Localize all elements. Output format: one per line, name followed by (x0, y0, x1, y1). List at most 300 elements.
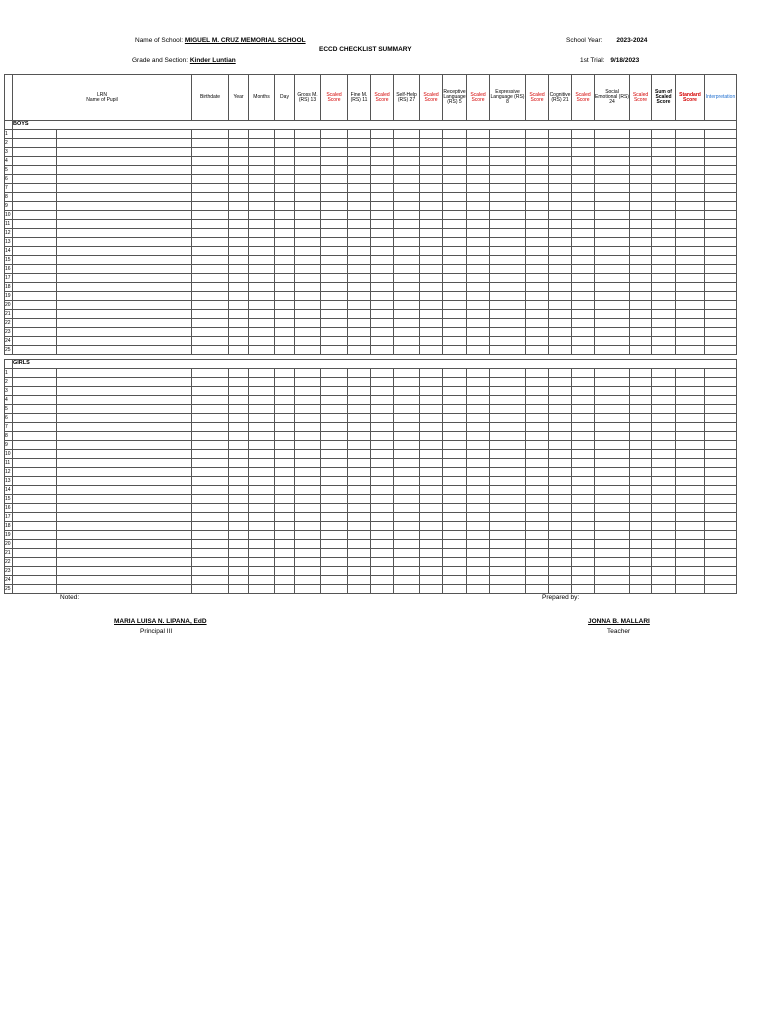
table-cell (676, 405, 705, 414)
table-cell (549, 495, 572, 504)
table-cell (229, 576, 249, 585)
table-cell (321, 292, 348, 301)
table-cell (275, 346, 295, 355)
table-cell (229, 567, 249, 576)
table-row (5, 486, 737, 495)
table-cell (595, 130, 630, 139)
table-cell (467, 220, 490, 229)
table-cell (526, 328, 549, 337)
table-cell (676, 157, 705, 166)
table-cell (630, 504, 652, 513)
table-cell (652, 405, 676, 414)
table-cell (192, 558, 229, 567)
table-cell (13, 567, 57, 576)
table-cell (420, 346, 443, 355)
table-cell (13, 477, 57, 486)
table-cell (630, 549, 652, 558)
table-cell (652, 549, 676, 558)
table-cell (348, 148, 371, 157)
table-cell (630, 292, 652, 301)
table-cell (467, 423, 490, 432)
table-cell (275, 328, 295, 337)
table-cell (371, 157, 394, 166)
table-cell (295, 238, 321, 247)
row-number: 13 (5, 477, 11, 484)
table-cell (420, 585, 443, 594)
table-cell (467, 310, 490, 319)
table-row (5, 549, 737, 558)
table-cell (321, 319, 348, 328)
table-cell (572, 157, 595, 166)
table-cell (549, 540, 572, 549)
row-number: 11 (5, 220, 13, 229)
school-year-line (566, 37, 647, 44)
table-cell (549, 337, 572, 346)
table-cell (229, 301, 249, 310)
table-cell (652, 130, 676, 139)
table-cell (249, 247, 275, 256)
table-cell (249, 459, 275, 468)
table-cell (705, 337, 737, 346)
table-cell (275, 513, 295, 522)
table-cell (443, 369, 467, 378)
table-cell (549, 459, 572, 468)
table-cell (229, 337, 249, 346)
table-cell (443, 211, 467, 220)
table-cell (371, 292, 394, 301)
table-cell (420, 468, 443, 477)
table-cell (295, 549, 321, 558)
table-cell (549, 292, 572, 301)
table-cell (348, 301, 371, 310)
table-cell (595, 531, 630, 540)
table-cell (467, 369, 490, 378)
table-cell (549, 576, 572, 585)
row-number: 24 (5, 576, 11, 583)
table-cell (630, 247, 652, 256)
table-cell (394, 576, 420, 585)
table-cell (371, 495, 394, 504)
table-cell (420, 130, 443, 139)
table-cell (13, 459, 57, 468)
table-cell (371, 558, 394, 567)
table-cell (229, 369, 249, 378)
table-cell (13, 531, 57, 540)
table-cell (371, 405, 394, 414)
table-cell (676, 346, 705, 355)
table-cell (705, 495, 737, 504)
table-cell (443, 283, 467, 292)
table-row (5, 130, 737, 139)
row-number: 16 (5, 504, 11, 511)
table-cell (275, 405, 295, 414)
table-cell (467, 540, 490, 549)
table-cell (630, 328, 652, 337)
table-cell (192, 567, 229, 576)
table-cell (13, 585, 57, 594)
table-row (5, 396, 737, 405)
table-cell (705, 414, 737, 423)
table-cell (443, 328, 467, 337)
school-label: Name of School: (135, 37, 184, 44)
table-cell (549, 238, 572, 247)
table-cell (467, 504, 490, 513)
table-cell (526, 193, 549, 202)
table-cell (572, 211, 595, 220)
table-cell (490, 202, 526, 211)
table-cell (394, 238, 420, 247)
table-cell (13, 175, 57, 184)
table-cell (443, 540, 467, 549)
table-cell (467, 405, 490, 414)
table-cell (295, 166, 321, 175)
table-cell (394, 256, 420, 265)
table-cell (630, 432, 652, 441)
table-cell (705, 549, 737, 558)
table-cell (348, 387, 371, 396)
table-cell (420, 378, 443, 387)
table-cell (443, 423, 467, 432)
table-cell (394, 396, 420, 405)
table-cell (652, 558, 676, 567)
table-cell (630, 229, 652, 238)
table-cell (549, 211, 572, 220)
table-cell (652, 319, 676, 328)
table-cell (321, 310, 348, 319)
table-cell (192, 247, 229, 256)
table-cell (348, 405, 371, 414)
table-cell (572, 432, 595, 441)
table-cell (652, 504, 676, 513)
table-cell (549, 432, 572, 441)
table-cell (13, 139, 57, 148)
table-cell (13, 148, 57, 157)
col-number (5, 75, 13, 121)
table-cell (526, 256, 549, 265)
table-cell (467, 396, 490, 405)
table-cell (57, 220, 192, 229)
table-cell (229, 558, 249, 567)
table-cell (192, 283, 229, 292)
principal-title: Principal III (140, 628, 173, 635)
table-cell (705, 576, 737, 585)
table-cell (275, 256, 295, 265)
table-cell (572, 423, 595, 432)
table-cell (652, 486, 676, 495)
table-cell (192, 130, 229, 139)
col-scaled-cognitive: Scaled Score (572, 75, 595, 121)
table-cell (420, 441, 443, 450)
table-cell (652, 585, 676, 594)
table-cell (13, 396, 57, 405)
trial-line (580, 57, 639, 64)
table-cell (420, 310, 443, 319)
table-cell (630, 576, 652, 585)
col-cognitive: Cognitive (RS) 21 (549, 75, 572, 121)
table-cell (526, 166, 549, 175)
table-cell (652, 202, 676, 211)
table-cell (676, 130, 705, 139)
table-cell (295, 220, 321, 229)
table-cell (652, 139, 676, 148)
table-cell (371, 549, 394, 558)
table-cell (630, 468, 652, 477)
table-cell (595, 175, 630, 184)
table-cell (676, 468, 705, 477)
row-number: 2 (5, 378, 13, 387)
table-cell (572, 459, 595, 468)
row-number: 15 (5, 256, 11, 263)
table-cell (572, 549, 595, 558)
table-cell (229, 157, 249, 166)
table-cell (595, 585, 630, 594)
table-cell (630, 148, 652, 157)
table-cell (443, 405, 467, 414)
table-cell (229, 441, 249, 450)
table-cell (652, 576, 676, 585)
table-cell (490, 432, 526, 441)
table-cell (595, 319, 630, 328)
table-cell (705, 468, 737, 477)
table-cell (348, 522, 371, 531)
table-cell (321, 432, 348, 441)
table-cell (572, 504, 595, 513)
table-cell (192, 346, 229, 355)
table-cell (420, 265, 443, 274)
table-cell (371, 283, 394, 292)
row-number: 18 (5, 522, 11, 529)
table-cell (192, 328, 229, 337)
table-cell (275, 540, 295, 549)
table-cell (321, 396, 348, 405)
table-cell (467, 148, 490, 157)
table-cell (705, 148, 737, 157)
table-cell (705, 387, 737, 396)
table-cell (705, 522, 737, 531)
table-cell (348, 378, 371, 387)
table-cell (443, 256, 467, 265)
table-cell (467, 166, 490, 175)
table-cell (705, 139, 737, 148)
table-cell (371, 459, 394, 468)
table-cell (371, 369, 394, 378)
table-cell (705, 238, 737, 247)
table-cell (526, 220, 549, 229)
table-cell (249, 486, 275, 495)
table-cell (652, 247, 676, 256)
table-cell (229, 585, 249, 594)
table-cell (549, 157, 572, 166)
table-cell (13, 576, 57, 585)
row-number: 9 (5, 441, 13, 450)
table-cell (192, 157, 229, 166)
table-cell (13, 387, 57, 396)
table-cell (371, 504, 394, 513)
table-cell (394, 346, 420, 355)
table-cell (57, 450, 192, 459)
table-cell (467, 567, 490, 576)
table-cell (676, 193, 705, 202)
table-cell (394, 247, 420, 256)
table-cell (705, 229, 737, 238)
table-cell (394, 468, 420, 477)
table-row (5, 432, 737, 441)
table-cell (192, 229, 229, 238)
table-cell (595, 292, 630, 301)
table-cell (275, 441, 295, 450)
table-cell (630, 265, 652, 274)
table-cell (705, 175, 737, 184)
table-cell (549, 265, 572, 274)
table-cell (595, 256, 630, 265)
table-cell (321, 477, 348, 486)
table-cell (249, 157, 275, 166)
table-cell (249, 396, 275, 405)
table-cell (394, 459, 420, 468)
table-cell (467, 130, 490, 139)
table-cell (572, 319, 595, 328)
table-cell (249, 184, 275, 193)
table-cell (572, 247, 595, 256)
table-cell (275, 450, 295, 459)
table-cell (13, 468, 57, 477)
table-cell (490, 292, 526, 301)
table-cell (13, 337, 57, 346)
table-cell (549, 175, 572, 184)
table-cell (321, 184, 348, 193)
table-cell (467, 459, 490, 468)
table-cell (420, 531, 443, 540)
table-cell (526, 504, 549, 513)
table-cell (295, 378, 321, 387)
table-cell (443, 319, 467, 328)
table-cell (394, 522, 420, 531)
table-cell (526, 531, 549, 540)
table-cell (630, 423, 652, 432)
table-cell (275, 531, 295, 540)
table-cell (467, 513, 490, 522)
table-cell (526, 414, 549, 423)
table-cell (275, 423, 295, 432)
row-number: 20 (5, 540, 11, 547)
table-cell (371, 310, 394, 319)
table-cell (526, 441, 549, 450)
table-cell (249, 369, 275, 378)
table-cell (467, 477, 490, 486)
table-cell (275, 369, 295, 378)
table-cell (295, 468, 321, 477)
table-cell (572, 567, 595, 576)
table-cell (526, 558, 549, 567)
table-cell (652, 432, 676, 441)
col-fine-motor: Fine M. (RS) 11 (348, 75, 371, 121)
table-cell (526, 139, 549, 148)
table-cell (394, 486, 420, 495)
col-year: Year (229, 75, 249, 121)
table-cell (467, 193, 490, 202)
table-cell (420, 522, 443, 531)
table-cell (526, 477, 549, 486)
table-cell (549, 558, 572, 567)
table-cell (371, 319, 394, 328)
table-cell (371, 522, 394, 531)
table-cell (420, 576, 443, 585)
col-scaled-fine: Scaled Score (371, 75, 394, 121)
table-cell (443, 486, 467, 495)
table-cell (57, 585, 192, 594)
table-cell (676, 441, 705, 450)
table-cell (490, 310, 526, 319)
table-cell (420, 337, 443, 346)
table-cell (348, 585, 371, 594)
table-cell (371, 220, 394, 229)
table-cell (321, 346, 348, 355)
table-cell (595, 495, 630, 504)
table-cell (394, 441, 420, 450)
table-cell (595, 184, 630, 193)
table-row (5, 459, 737, 468)
table-cell (249, 346, 275, 355)
table-cell (394, 193, 420, 202)
table-cell (630, 450, 652, 459)
table-cell (348, 238, 371, 247)
table-cell (295, 414, 321, 423)
table-cell (57, 441, 192, 450)
table-cell (652, 513, 676, 522)
table-cell (676, 423, 705, 432)
table-cell (192, 238, 229, 247)
table-cell (295, 283, 321, 292)
table-cell (420, 193, 443, 202)
table-cell (595, 441, 630, 450)
table-cell (13, 202, 57, 211)
table-cell (321, 166, 348, 175)
row-number: 22 (5, 558, 11, 565)
table-cell (420, 166, 443, 175)
table-row (5, 337, 737, 346)
table-cell (652, 495, 676, 504)
table-cell (371, 328, 394, 337)
table-cell (192, 459, 229, 468)
table-cell (490, 468, 526, 477)
table-cell (705, 247, 737, 256)
table-cell (652, 193, 676, 202)
table-cell (192, 414, 229, 423)
table-cell (192, 504, 229, 513)
table-cell (705, 378, 737, 387)
row-number: 17 (5, 274, 11, 281)
table-row (5, 310, 737, 319)
table-cell (275, 211, 295, 220)
document-title: ECCD CHECKLIST SUMMARY (319, 46, 412, 53)
table-cell (549, 148, 572, 157)
col-lrn: LRN (96, 91, 107, 98)
table-cell (595, 387, 630, 396)
row-number: 12 (5, 468, 11, 475)
table-cell (295, 346, 321, 355)
table-cell (371, 396, 394, 405)
table-cell (57, 148, 192, 157)
table-cell (275, 414, 295, 423)
table-cell (420, 540, 443, 549)
row-number: 6 (5, 414, 13, 423)
table-cell (348, 202, 371, 211)
table-row (5, 378, 737, 387)
table-cell (443, 441, 467, 450)
col-interpretation: Interpretation (705, 75, 737, 121)
table-cell (57, 504, 192, 513)
table-cell (652, 387, 676, 396)
